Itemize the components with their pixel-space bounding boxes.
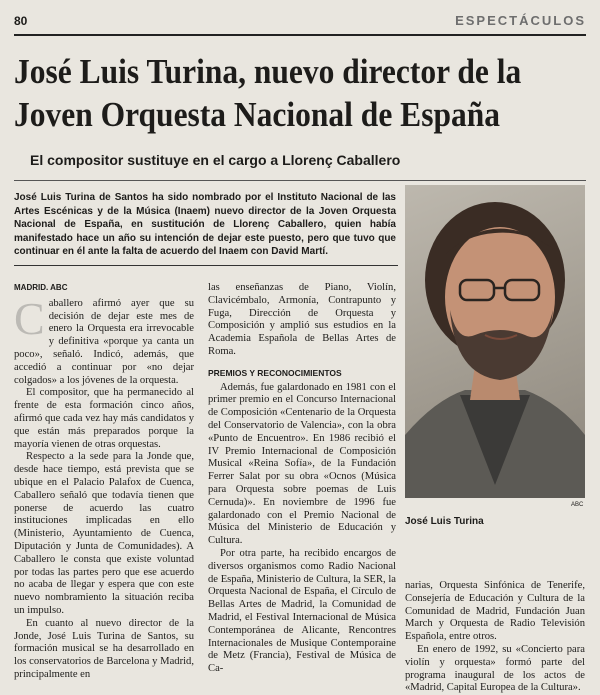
article-column-2	[208, 282, 396, 676]
article-column-1	[14, 282, 194, 682]
photo-credit: ABC	[571, 502, 584, 508]
headline: José Luis Turina, nuevo director de la Joven Orquesta Nacional de España	[14, 52, 522, 134]
body-paragraph: Caballero afirmó ayer que su decisión de dejar este mes de enero la Orquesta era irrevocable y definitiva «porque ya canta un poco», señaló. Indicó, además, que accedió a continuar por «no dejar colgados» a los jóvenes de la orquesta.	[14, 292, 194, 386]
body-paragraph: En enero de 1992, su «Concierto para violín y orquesta» formó parte del programa inaugural de los actos de «Madrid, Capital Europea de la Cultura».	[405, 643, 585, 694]
body-paragraph: Respecto a la sede para la Jonde que, desde hace tiempo, está prevista que se ubique en el Palacio Palafox de Cuenca, Caballero señaló que todavía tienen que ponerse de acuerdo las cuatro instituciones implicadas en ello (Ministerio, Ayuntamiento de Cuenca, Diputación y Junta de Comunidades). A Caballero le consta que existe voluntad por todas las partes pero que ese acuerdo no acaba de llegar y espera que con este nuevo nombramiento la situación reciba un impulso.	[14, 451, 194, 616]
section-title: ESPECTÁCULOS	[455, 13, 586, 28]
subsection-heading: PREMIOS Y RECONOCIMIENTOS	[208, 367, 342, 378]
body-paragraph: narias, Orquesta Sinfónica de Tenerife, Consejería de Educación y Cultura de la Comunidad de Madrid, Fundación Juan March y Orquesta de Radio Televisión Española, entre otros.	[405, 580, 585, 643]
body-paragraph: En cuanto al nuevo director de la Jonde, José Luis Turina de Santos, su formación musical se ha desarrollado en los conservatorios de Barcelona y Madrid, principalmente en	[14, 617, 194, 680]
divider	[14, 265, 398, 266]
article-column-3	[405, 580, 585, 695]
lead-paragraph: José Luis Turina de Santos ha sido nombrado por el Instituto Nacional de las Artes Escénicas y de la Música (Inaem) nuevo director de la Joven Orquesta Nacional de España, en sustitución de Llorenç Caballero, quien había manifestado hace un año su intención de dejar este puesto, pero que tuvo que continuar en él ante la falta de acuerdo del Inaem con David Martí.	[14, 192, 396, 258]
page-number: 80	[14, 14, 28, 28]
body-paragraph: Además, fue galardonado en 1981 con el primer premio en el Concurso Internacional de Composición «Centenario de la Orquesta del Conservatorio de Valencia», con la obra «Punto de Encuentro». En 1986 recibió el IV Premio Internacional de Composición Musical «Reina Sofía», de la Fundación Ferrer Salat por su obra «Ocnos (Música para Orquesta sobre poemas de Luis Cernuda)». En noviembre de 1996 fue galardonado con el Premio Nacional de Música del Ministerio de Educación y Cultura.	[208, 381, 396, 547]
portrait-photo	[405, 185, 585, 498]
body-paragraph: Por otra parte, ha recibido encargos de diversos organismos como Radio Nacional de España, Ministerio de Cultura, la SER, la Orquesta Nacional de España, el Círculo de Bellas Artes de Madrid, la Comunidad de Madrid, el Festival Internacional de Música Contemporánea de Alicante, Rencontres Internacionales de Musique Contemporaine de Metz (Francia), Festival de Música de Ca-	[208, 547, 396, 675]
page-header	[14, 12, 586, 36]
photo-caption: José Luis Turina	[405, 516, 484, 527]
drop-cap: C	[14, 292, 45, 344]
subheadline: El compositor sustituye en el cargo a Llorenç Caballero	[30, 152, 401, 168]
dateline: MADRID. ABC	[14, 283, 68, 292]
body-paragraph: El compositor, que ha permanecido al frente de esta formación cinco años, afirmó que cada vez hay más candidatos y que están más preparados porque la mayoría vienen de otras orquestas.	[14, 387, 194, 450]
body-paragraph: las enseñanzas de Piano, Violín, Clavicémbalo, Armonía, Contrapunto y Fuga, Dirección de Orquesta y Composición y amplió sus estudios en la Academia Española de Bellas Artes de Roma.	[208, 282, 396, 357]
divider	[14, 180, 586, 181]
